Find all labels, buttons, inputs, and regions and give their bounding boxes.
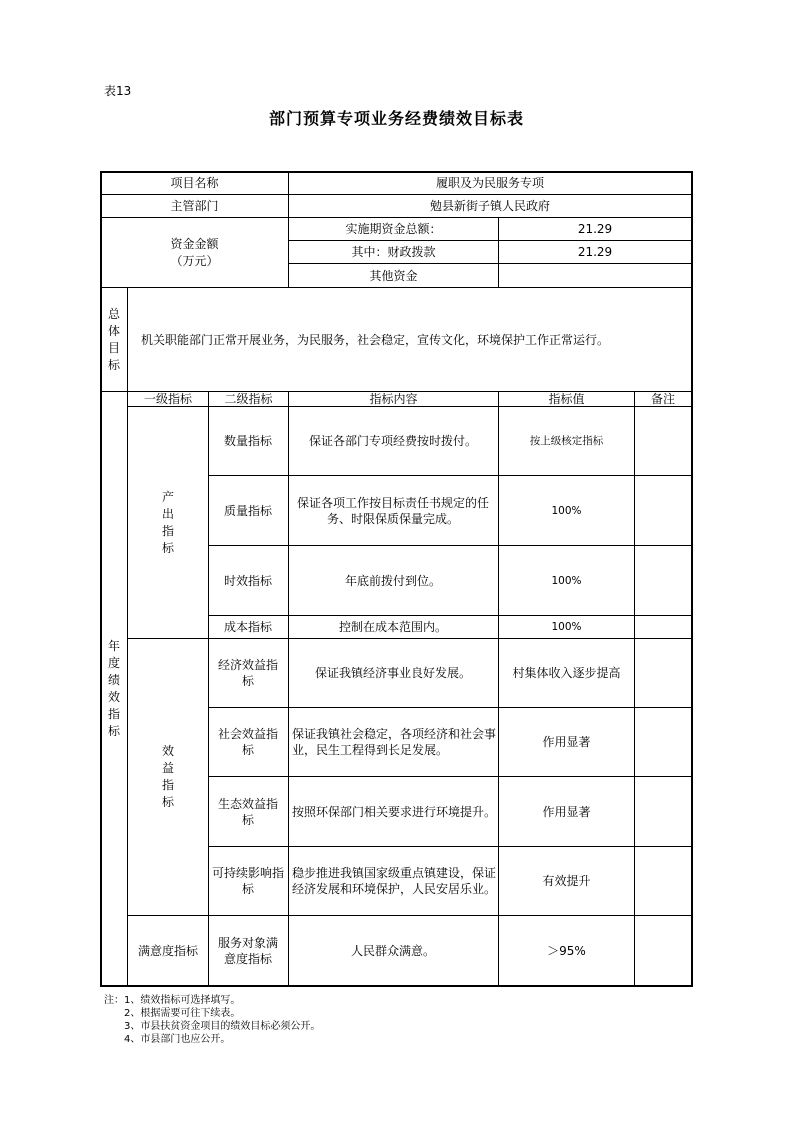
level2-timeliness: 时效指标 (223, 573, 272, 588)
footnote-3: 3、市县扶贫资金项目的绩效目标必须公开。 (124, 1021, 321, 1032)
value-quality: 100% (551, 504, 582, 517)
value-cost: 100% (551, 621, 582, 633)
dept-label: 主管部门 (170, 199, 219, 213)
content-economic: 保证我镇经济事业良好发展。 (314, 666, 471, 680)
dept-value: 勉县新街子镇人民政府 (429, 199, 550, 213)
overall-goal-text: 机关职能部门正常开展业务，为民服务，社会稳定，宣传文化，环境保护工作正常运行。 (141, 332, 610, 347)
value-timeliness: 100% (551, 574, 582, 587)
header-level1: 一级指标 (143, 392, 192, 406)
value-quantity: 按上级核定指标 (529, 435, 604, 447)
level2-social: 社会效益指标 (217, 727, 278, 757)
level2-satisfaction: 服务对象满意度指标 (217, 935, 278, 966)
footnote-2: 2、根据需要可往下续表。 (124, 1008, 241, 1019)
level2-economic: 经济效益指标 (217, 658, 278, 688)
content-social: 保证我镇社会稳定，各项经济和社会事业，民生工程得到长足发展。 (292, 727, 497, 757)
header-content: 指标内容 (369, 392, 418, 406)
total-label: 实施期资金总额： (345, 222, 442, 236)
fiscal-label: 其中：财政拨款 (351, 245, 436, 259)
funds-label-cell (101, 218, 288, 287)
fiscal-value: 21.29 (577, 245, 613, 259)
header-level2: 二级指标 (224, 392, 273, 406)
content-quality: 保证各项工作按目标责任书规定的任务、时限保质保量完成。 (296, 495, 489, 526)
project-name-value: 履职及为民服务专项 (435, 176, 544, 190)
other-value (499, 264, 691, 287)
content-sustainable: 稳步推进我镇国家级重点镇建设，保证经济发展和环境保护，人民安居乐业。 (292, 866, 497, 896)
content-timeliness: 年底前拨付到位。 (344, 573, 441, 588)
annual-indicator-label: 年 度 绩 效 指 标 (107, 638, 120, 738)
overall-goal-label: 总 体 目 标 (107, 306, 120, 372)
funds-label: 资金金额 (170, 236, 219, 251)
header-note: 备注 (650, 392, 675, 406)
level2-cost: 成本指标 (223, 620, 272, 634)
benefit-indicator-label: 效 益 指 标 (161, 744, 174, 809)
footnote-1: 注：1、绩效指标可选择填写。 (104, 995, 241, 1006)
value-sustainable: 有效提升 (542, 874, 591, 888)
output-indicator-label: 产 出 指 标 (161, 489, 174, 555)
value-satisfaction: ＞95% (547, 943, 586, 958)
content-ecological: 按照环保部门相关要求进行环境提升。 (292, 804, 497, 819)
total-value: 21.29 (577, 222, 613, 236)
table-tag: 表13 (104, 84, 132, 98)
funds-unit: （万元） (170, 253, 219, 268)
header-value: 指标值 (548, 392, 585, 406)
value-social: 作用显著 (542, 735, 591, 749)
value-economic: 村集体收入逐步提高 (512, 666, 621, 680)
content-cost: 控制在成本范围内。 (338, 620, 447, 634)
level2-quality: 质量指标 (223, 503, 272, 518)
content-quantity: 保证各部门专项经费按时拨付。 (308, 434, 477, 448)
content-satisfaction: 人民群众满意。 (350, 943, 435, 958)
footnote-4: 4、市县部门也应公开。 (124, 1034, 231, 1045)
footnotes (104, 994, 320, 1046)
value-ecological: 作用显著 (542, 804, 591, 819)
project-name-label: 项目名称 (170, 176, 219, 190)
other-label: 其他资金 (369, 268, 418, 283)
page-title: 部门预算专项业务经费绩效目标表 (268, 109, 524, 128)
level2-sustainable: 可持续影响指标 (212, 866, 285, 896)
satisfaction-indicator-label: 满意度指标 (137, 943, 198, 958)
level2-ecological: 生态效益指标 (217, 796, 278, 827)
level2-quantity: 数量指标 (223, 434, 272, 448)
